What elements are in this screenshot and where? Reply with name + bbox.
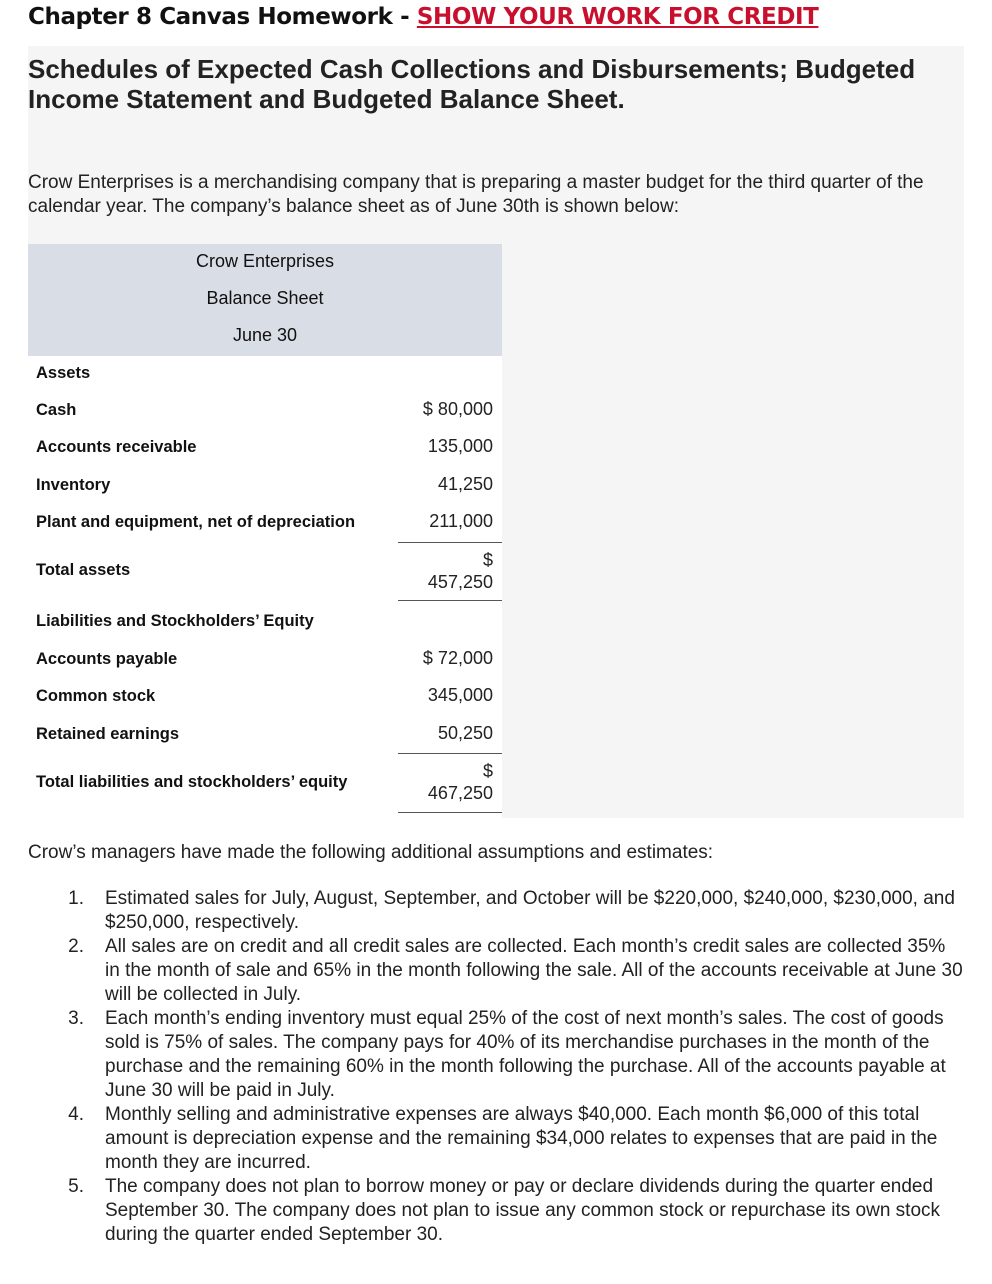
asset-label: Inventory [36, 476, 111, 494]
list-item-text: Monthly selling and administrative expenses are always $40,000. Each month $6,000 of this total amount is depreciation expense and the remaining $34,000 relates to expenses that are paid in the month they are incurred. [105, 1104, 938, 1173]
list-item-text: The company does not plan to borrow money or pay or declare dividends during the quarter ended September 30. The company does not plan to issue any common stock or repurchase its own stock during the quarter ended September 30. [105, 1176, 941, 1245]
list-item [56, 1007, 964, 1103]
liability-label: Common stock [36, 687, 156, 705]
total-liabilities-label: Total liabilities and stockholders’ equity [36, 773, 348, 791]
subtotal-rule [398, 542, 502, 543]
bs-statement: Balance Sheet [206, 288, 324, 308]
title-prefix: Chapter 8 Canvas Homework - [28, 4, 417, 30]
asset-label: Accounts receivable [36, 438, 197, 456]
list-item [56, 1175, 964, 1247]
total-assets-amount: 457,250 [427, 572, 493, 592]
title-emphasis: SHOW YOUR WORK FOR CREDIT [416, 4, 819, 30]
list-item-number: 1. [68, 888, 84, 909]
total-liabilities-value [428, 760, 493, 804]
list-item-text: Each month’s ending inventory must equal 25% of the cost of next month’s sales. The cost of goods sold is 75% of sales. The company pays for 40% of its merchandise purchases in the month of the purchase and the remaining 60% in the month following the purchase. All of the accounts payable at June 30 will be paid in July. [105, 1008, 946, 1101]
liabilities-heading: Liabilities and Stockholders’ Equity [36, 612, 314, 630]
subtitle: Schedules of Expected Cash Collections and Disbursements; Budgeted Income Statement and Budgeted Balance Sheet. [28, 54, 916, 114]
asset-value: $ 80,000 [422, 399, 493, 419]
total-assets-value [428, 549, 493, 593]
total-assets-label: Total assets [36, 561, 131, 579]
balance-sheet-header [28, 244, 502, 356]
asset-label: Cash [36, 401, 77, 419]
liability-label: Accounts payable [36, 650, 178, 668]
list-item [56, 887, 964, 935]
list-item-number: 4. [68, 1104, 84, 1125]
asset-value: 41,250 [437, 474, 493, 494]
list-item-number: 3. [68, 1008, 84, 1029]
assumptions-title: Crow’s managers have made the following additional assumptions and estimates: [28, 842, 714, 863]
total-rule [398, 600, 502, 601]
total-rule [398, 812, 502, 813]
bs-date: June 30 [232, 325, 298, 345]
page-title [28, 4, 818, 30]
list-item-number: 5. [68, 1176, 84, 1197]
total-assets-currency: $ [482, 550, 493, 570]
liability-value: 50,250 [437, 723, 493, 743]
list-item [56, 935, 964, 1007]
list-item-number: 2. [68, 936, 84, 957]
bs-company: Crow Enterprises [195, 251, 335, 271]
asset-value: 211,000 [429, 511, 493, 531]
assets-heading: Assets [36, 364, 91, 382]
total-liabilities-currency: $ [482, 761, 493, 781]
liability-value: 345,000 [427, 685, 493, 705]
liability-label: Retained earnings [36, 725, 180, 743]
total-liabilities-amount: 467,250 [427, 783, 493, 803]
asset-value: 135,000 [427, 436, 493, 456]
intro-paragraph: Crow Enterprises is a merchandising company that is preparing a master budget for the third quarter of the calendar year. The company’s balance sheet as of June 30th is shown below: [28, 172, 924, 217]
list-item-text: All sales are on credit and all credit sales are collected. Each month’s credit sales are collected 35% in the month of sale and 65% in the month following the sale. All of the accounts receivable at June 30 will be collected in July. [105, 936, 963, 1005]
list-item [56, 1103, 964, 1175]
subtotal-rule [398, 753, 502, 754]
liability-value: $ 72,000 [422, 648, 493, 668]
asset-label: Plant and equipment, net of depreciation [36, 513, 356, 531]
list-item-text: Estimated sales for July, August, September, and October will be $220,000, $240,000, $230,000, and $250,000, respectively. [105, 888, 955, 933]
assumptions-list [56, 887, 964, 1247]
